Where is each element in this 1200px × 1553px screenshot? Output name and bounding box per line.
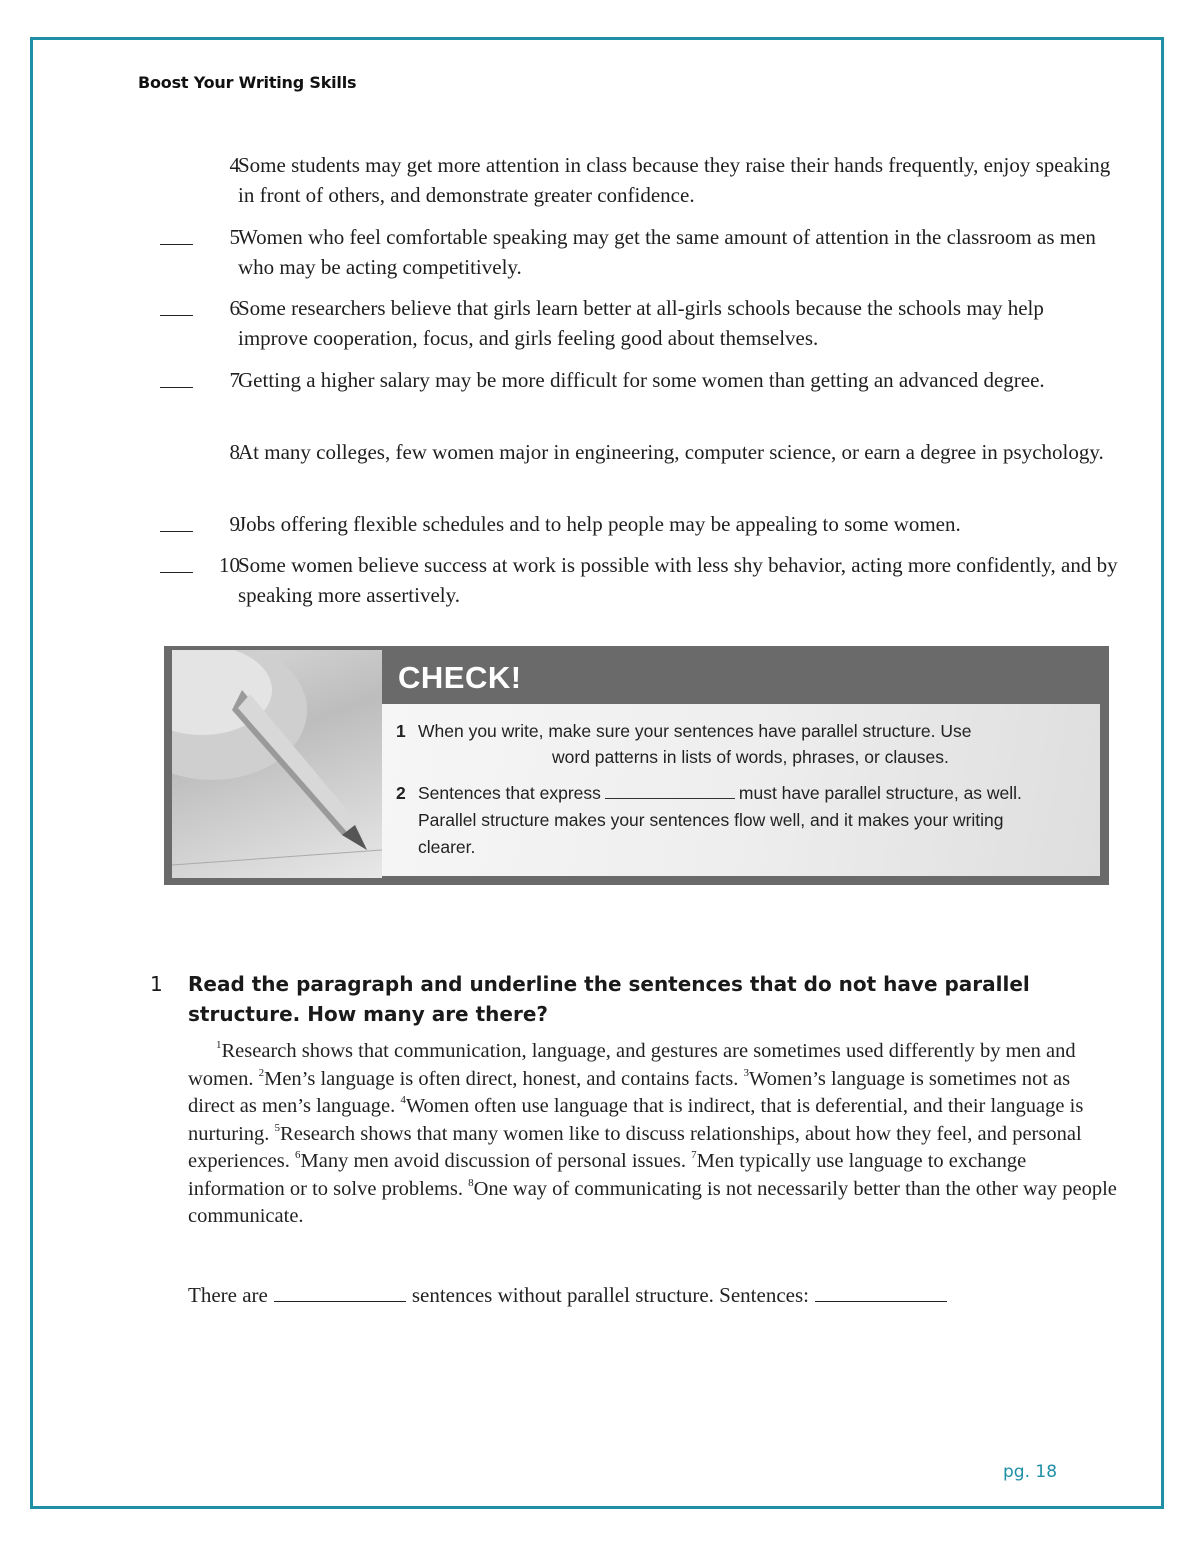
paragraph-sentence[interactable]: Men typically use language to exchange information or to solve problems.: [188, 1150, 1027, 1200]
answer-text-a: There are: [188, 1283, 268, 1307]
exercise-number: 1: [150, 972, 163, 996]
item-answer-blank[interactable]: [160, 387, 193, 388]
item-answer-blank[interactable]: [160, 315, 193, 316]
check-point-2-line-1-a: Sentences that express: [418, 783, 601, 803]
count-blank[interactable]: [274, 1283, 406, 1302]
paragraph-sentence[interactable]: Research shows that many women like to discuss relationships, about how they feel, and personal experiences.: [188, 1122, 1082, 1172]
check-title: CHECK!: [398, 660, 522, 695]
sentence-number: 3: [743, 1066, 749, 1079]
check-point-1-line-2: word patterns in lists of words, phrases, or clauses.: [552, 747, 949, 767]
item-text: Getting a higher salary may be more difficult for some women than getting an advanced degree.: [238, 368, 1045, 392]
item-number: 6: [229, 296, 240, 320]
pen-writing-illustration: [172, 650, 382, 878]
item-text: Some researchers believe that girls learn better at all-girls schools because the schools may help improve cooperation, focus, and girls feeling good about themselves.: [238, 296, 1044, 350]
item-answer-blank[interactable]: [160, 244, 193, 245]
paragraph-indent: [188, 1040, 216, 1062]
check-point-2-number: 2: [396, 783, 406, 803]
item-number: 4: [229, 153, 240, 177]
item-text: Some students may get more attention in class because they raise their hands frequently, enjoy speaking in front of others, and demonstrate greater confidence.: [238, 153, 1111, 207]
paragraph-sentence[interactable]: Men’s language is often direct, honest, and contains facts.: [264, 1067, 739, 1090]
paragraph-sentence[interactable]: Women often use language that is indirect, that is deferential, and their language is nurturing.: [188, 1095, 1084, 1145]
item-number: 9: [229, 512, 240, 536]
answer-text-b: sentences without parallel structure. Sentences:: [411, 1283, 809, 1307]
item-number: 5: [229, 225, 240, 249]
pen-photo: [172, 650, 382, 878]
answer-line: [188, 1283, 953, 1308]
item-text: Women who feel comfortable speaking may get the same amount of attention in the classroom as men who may be acting competitively.: [238, 225, 1096, 279]
sentence-number: 6: [295, 1149, 301, 1161]
page-header-title: Boost Your Writing Skills: [138, 73, 357, 92]
item-answer-blank[interactable]: [160, 531, 193, 532]
check-point-2-line-2: Parallel structure makes your sentences flow well, and it makes your writing: [418, 810, 1004, 830]
check-point-2-line-1: [418, 783, 1022, 804]
sentence-number: 8: [468, 1176, 474, 1189]
paragraph-sentence[interactable]: Many men avoid discussion of personal issues.: [300, 1150, 686, 1172]
check-panel: [382, 704, 1100, 876]
check-point-1-number: 1: [396, 721, 406, 741]
paragraph-sentence[interactable]: One way of communicating is not necessarily better than the other way people communicate.: [188, 1177, 1117, 1227]
item-number: 10: [219, 553, 240, 577]
check-point-2-line-1-b: must have parallel structure, as well.: [738, 783, 1022, 803]
check-point-2-line-3: clearer.: [418, 837, 476, 857]
item-text: At many colleges, few women major in engineering, computer science, or earn a degree in psychology.: [238, 440, 1104, 464]
page-number: pg. 18: [1003, 1462, 1058, 1482]
sentence-number: 2: [258, 1066, 265, 1079]
sentences-blank[interactable]: [815, 1283, 947, 1302]
check-box: [164, 646, 1109, 885]
item-number: 8: [229, 440, 240, 464]
item-text: Some women believe success at work is possible with less shy behavior, acting more confidently, and by speaking more assertively.: [238, 553, 1118, 607]
exercise-question-text: Read the paragraph and underline the sentences that do not have parallel structure. How many are there?: [188, 972, 1030, 1026]
sentence-number: 7: [691, 1149, 697, 1161]
paragraph-sentence[interactable]: Research shows that communication, language, and gestures are sometimes used differently by men and women.: [188, 1040, 1076, 1090]
sentence-number: 4: [400, 1094, 406, 1106]
exercise-paragraph: [188, 1038, 1118, 1231]
check-answer-blank[interactable]: [605, 798, 735, 799]
check-point-1-line-1: When you write, make sure your sentences have parallel structure. Use: [418, 721, 972, 741]
paragraph-sentence[interactable]: Women’s language is sometimes not as direct as men’s language.: [188, 1067, 1071, 1117]
sentence-number: 5: [274, 1121, 281, 1134]
sentence-number: 1: [216, 1039, 222, 1051]
item-text: Jobs offering flexible schedules and to help people may be appealing to some women.: [238, 512, 961, 536]
item-number: 7: [229, 368, 240, 392]
item-answer-blank[interactable]: [160, 572, 193, 573]
